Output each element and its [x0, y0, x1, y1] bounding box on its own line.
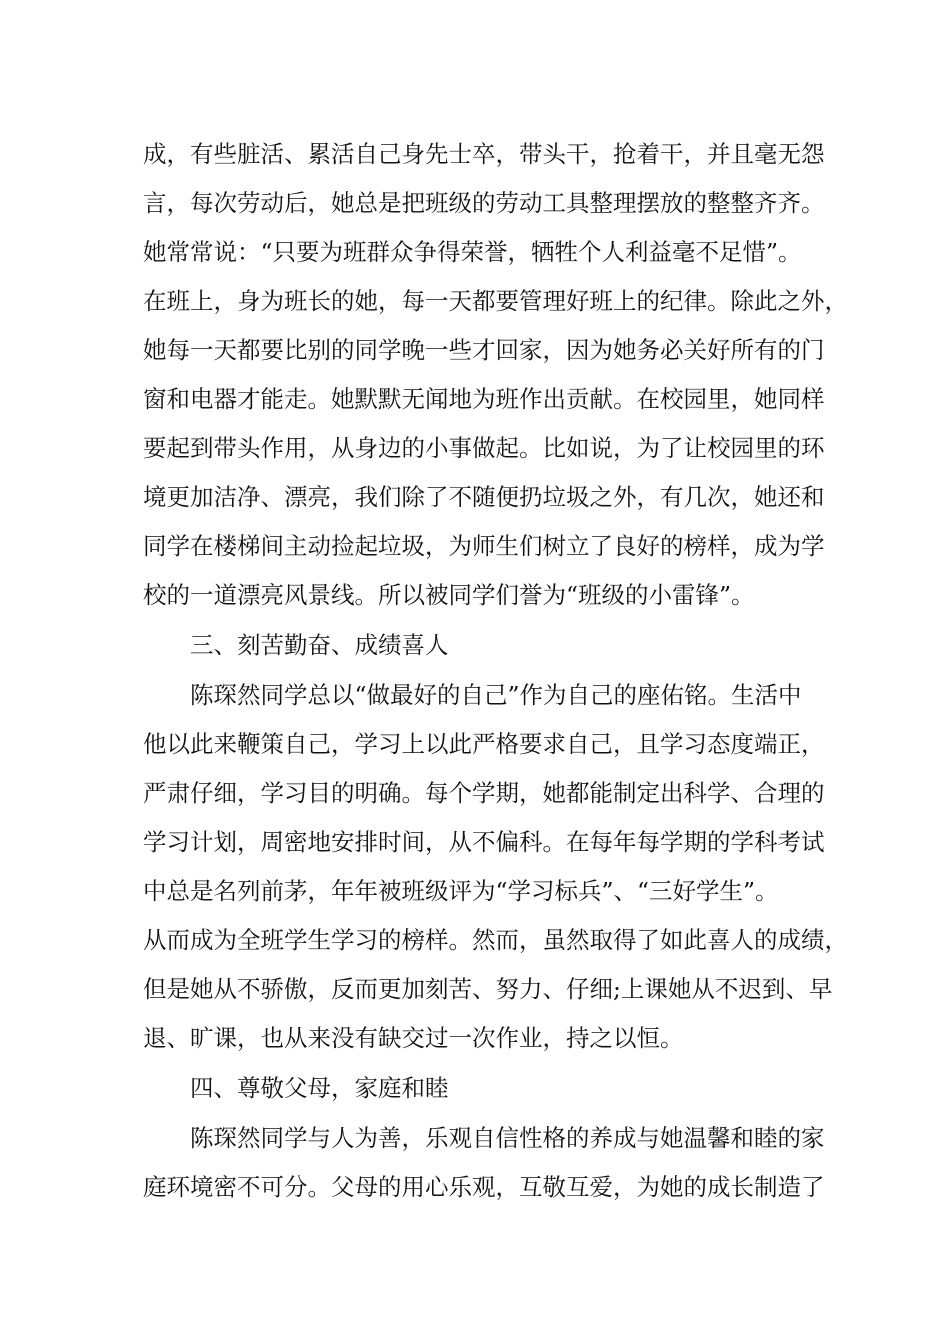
paragraph-line: 陈琛然同学总以“做最好的自己”作为自己的座佑铭。生活中 — [190, 681, 802, 709]
paragraph-line: 中总是名列前茅，年年被班级评为“学习标兵”、“三好学生”。 — [143, 877, 779, 905]
paragraph-line: 学习计划，周密地安排时间，从不偏科。在每年每学期的学科考试 — [143, 828, 825, 856]
paragraph-line: 境更加洁净、漂亮，我们除了不随便扔垃圾之外，有几次，她还和 — [143, 483, 825, 511]
paragraph-line: 她常常说：“只要为班群众争得荣誉，牺牲个人利益毫不足惜”。 — [143, 238, 802, 266]
paragraph-line: 同学在楼梯间主动捡起垃圾，为师生们树立了良好的榜样，成为学 — [143, 532, 825, 560]
paragraph-line: 在班上，身为班长的她，每一天都要管理好班上的纪律。除此之外， — [143, 287, 848, 315]
paragraph-line: 成，有些脏活、累活自己身先士卒，带头干，抢着干，并且毫无怨 — [143, 140, 825, 168]
section-heading: 四、尊敬父母，家庭和睦 — [190, 1074, 449, 1102]
paragraph-line: 庭环境密不可分。父母的用心乐观，互敬互爱，为她的成长制造了 — [143, 1173, 825, 1201]
paragraph-line: 窗和电器才能走。她默默无闻地为班作出贡献。在校园里，她同样 — [143, 385, 825, 413]
paragraph-line: 要起到带头作用，从身边的小事做起。比如说，为了让校园里的环 — [143, 434, 825, 462]
paragraph-line: 陈琛然同学与人为善，乐观自信性格的养成与她温馨和睦的家 — [190, 1124, 825, 1152]
paragraph-line: 言，每次劳动后，她总是把班级的劳动工具整理摆放的整整齐齐。 — [143, 189, 825, 217]
paragraph-line: 严肃仔细，学习目的明确。每个学期，她都能制定出科学、合理的 — [143, 779, 825, 807]
paragraph-line: 她每一天都要比别的同学晚一些才回家，因为她务必关好所有的门 — [143, 336, 825, 364]
section-heading: 三、刻苦勤奋、成绩喜人 — [190, 631, 449, 659]
paragraph-line: 他以此来鞭策自己，学习上以此严格要求自己，且学习态度端正， — [143, 730, 825, 758]
paragraph-line: 退、旷课，也从来没有缺交过一次作业，持之以恒。 — [143, 1024, 684, 1052]
paragraph-line: 但是她从不骄傲，反而更加刻苦、努力、仔细;上课她从不迟到、早 — [143, 975, 833, 1003]
paragraph-line: 校的一道漂亮风景线。所以被同学们誉为“班级的小雷锋”。 — [143, 581, 755, 609]
paragraph-line: 从而成为全班学生学习的榜样。然而，虽然取得了如此喜人的成绩， — [143, 926, 848, 954]
